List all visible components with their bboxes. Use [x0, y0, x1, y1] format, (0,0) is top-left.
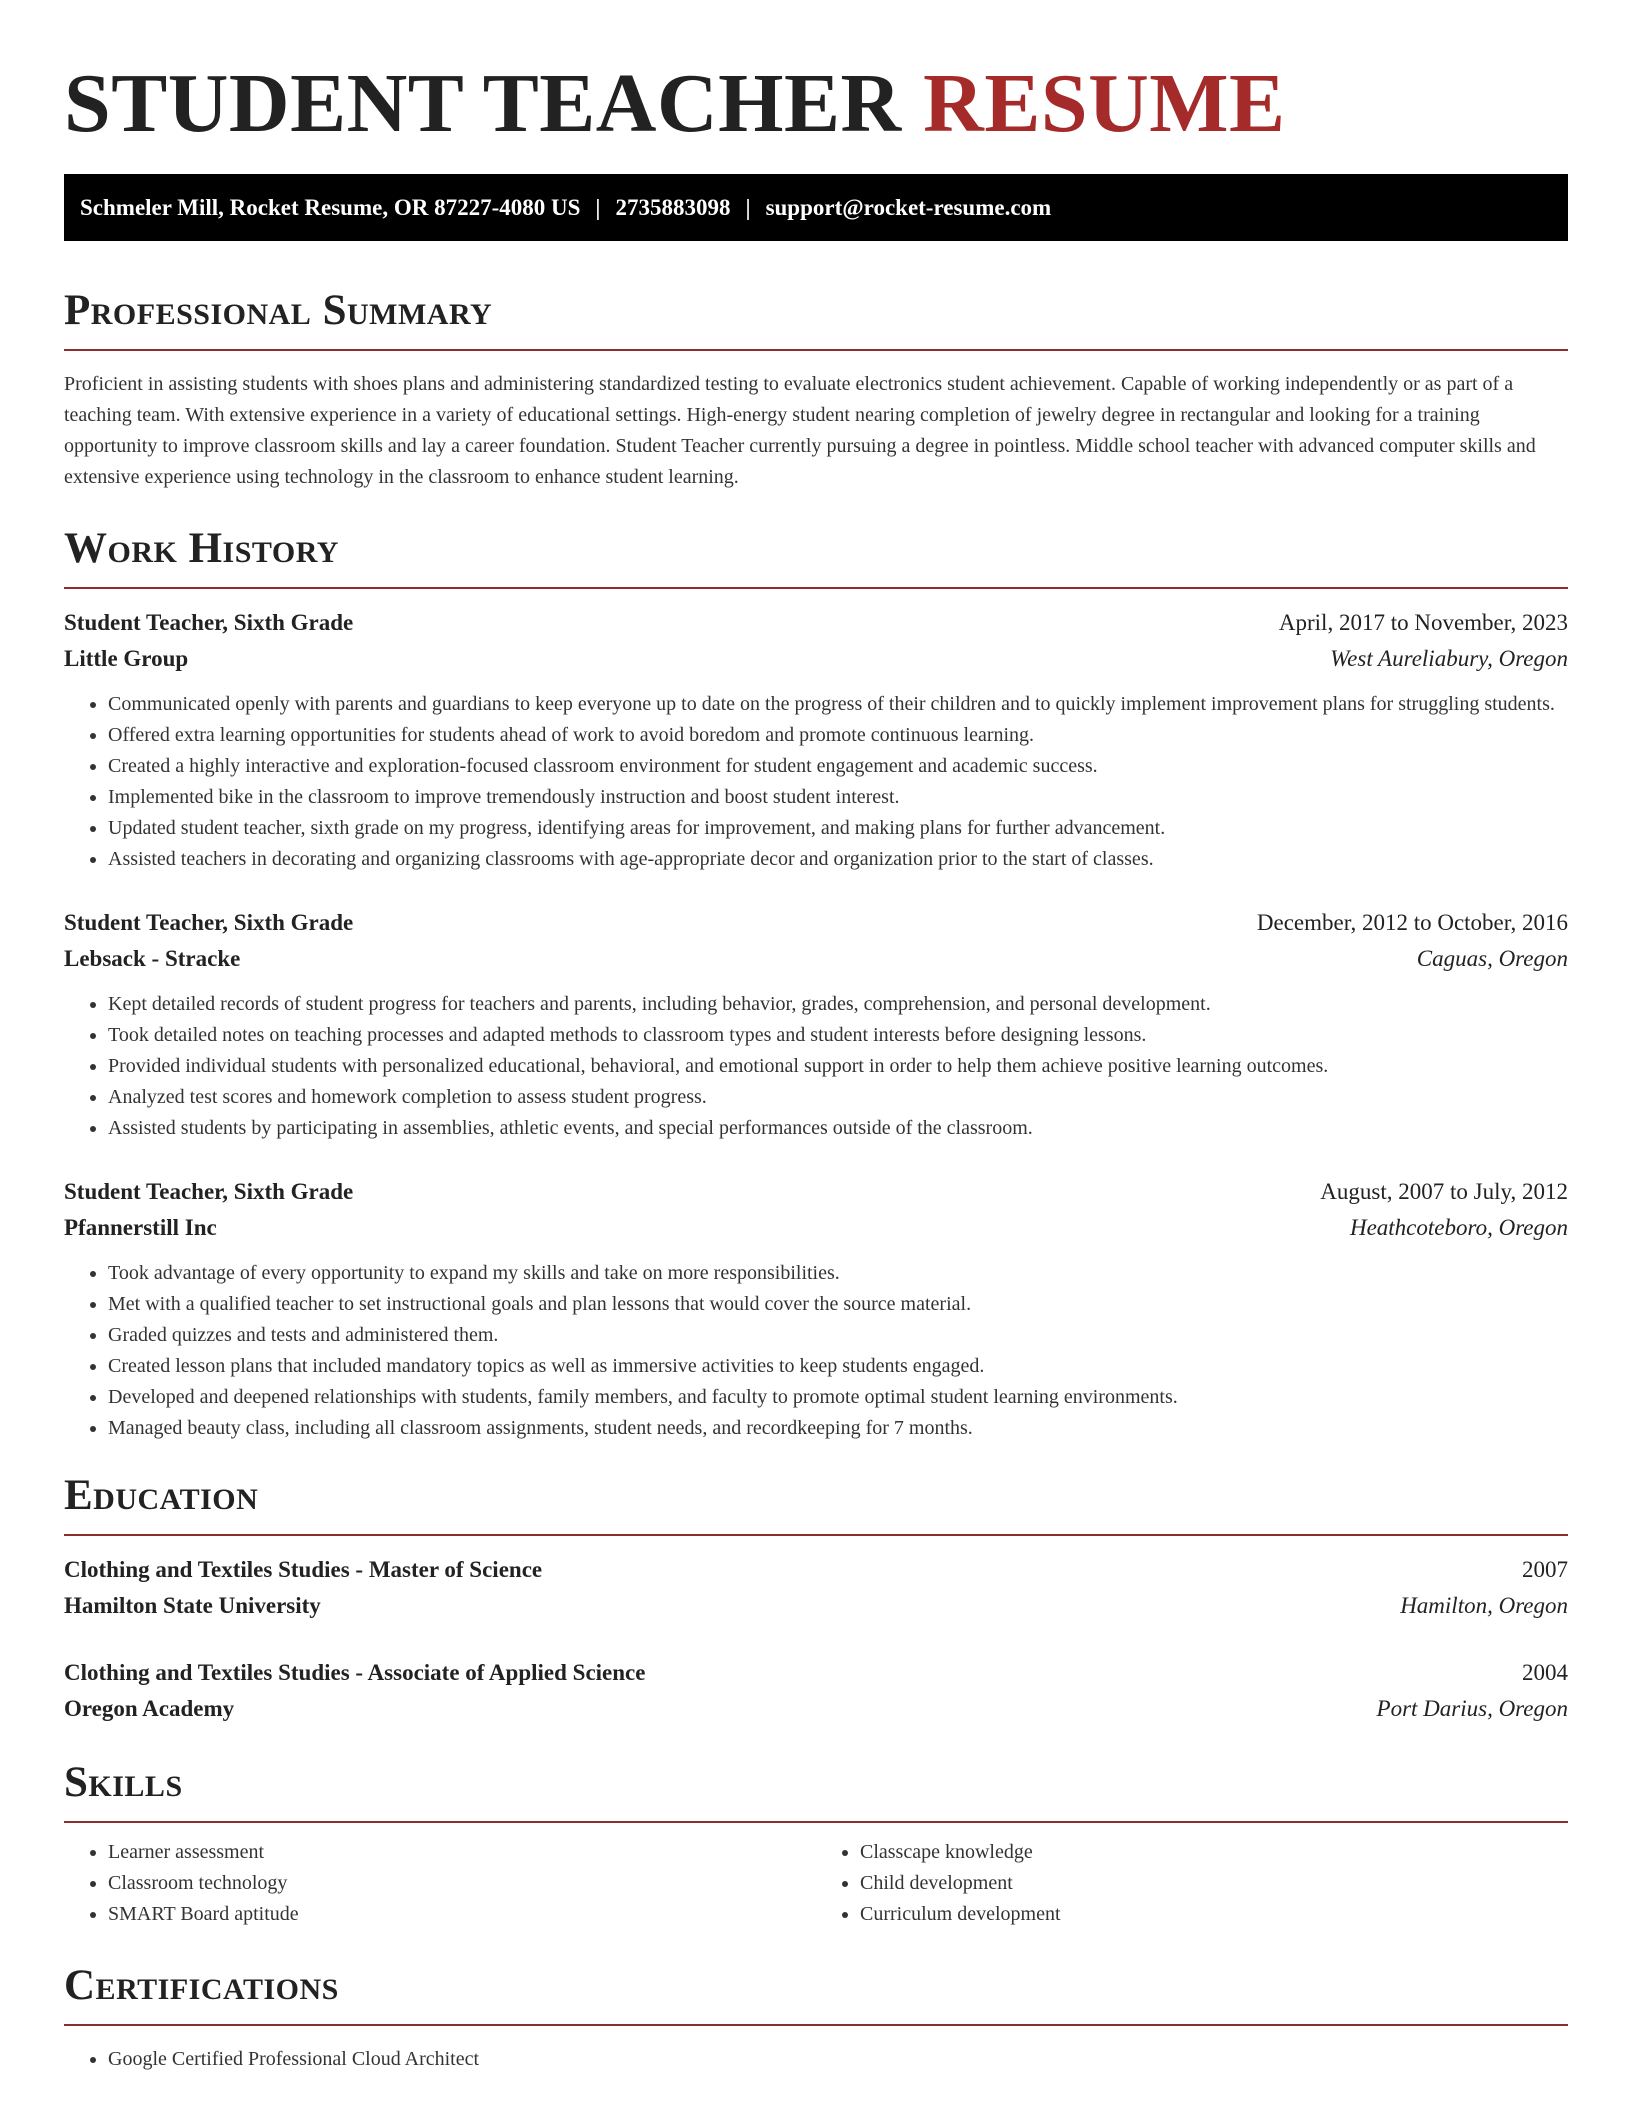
list-item: • Assisted students by participating in assemblies, athletic events, and special performances outside of the classroom.: [108, 1113, 1568, 1144]
skill-item: • Classcape knowledge: [860, 1837, 1568, 1868]
job-bullets: [64, 689, 1568, 875]
list-item: • Implemented bike in the classroom to improve tremendously instruction and boost student interest.: [108, 782, 1568, 813]
certifications-section: [64, 1960, 1568, 2075]
list-item: • Met with a qualified teacher to set instructional goals and plan lessons that would cover the source material.: [108, 1289, 1568, 1320]
work-history-heading: Work History: [64, 525, 339, 572]
job-company-row: [64, 641, 1568, 677]
education-degree-row: [64, 1552, 1568, 1588]
education-entry: [64, 1552, 1568, 1624]
list-item: • Communicated openly with parents and guardians to keep everyone up to date on the progress of their children and to quickly implement improvement plans for struggling students.: [108, 689, 1568, 720]
skills-heading: Skills: [64, 1759, 183, 1806]
title-accent: RESUME: [923, 57, 1286, 150]
job-title: Student Teacher, Sixth Grade: [64, 1179, 354, 1204]
job-title: Student Teacher, Sixth Grade: [64, 910, 354, 935]
job-company: Lebsack - Stracke: [64, 946, 241, 971]
education-school-row: [64, 1588, 1568, 1624]
certification-item: • Google Certified Professional Cloud Architect: [108, 2044, 1568, 2075]
list-item: • Offered extra learning opportunities for students ahead of work to avoid boredom and promote continuous learning.: [108, 720, 1568, 751]
skill-item: • Curriculum development: [860, 1899, 1568, 1930]
job-bullets: [64, 1258, 1568, 1444]
skills-list-right: [816, 1837, 1568, 1930]
job-company: Little Group: [64, 646, 189, 671]
resume-title: [64, 0, 1568, 150]
skill-item: • Child development: [860, 1868, 1568, 1899]
education-year: 2004: [1522, 1660, 1568, 1685]
contact-separator: |: [595, 195, 601, 220]
education-entry: [64, 1655, 1568, 1727]
list-item: • Analyzed test scores and homework completion to assess student progress.: [108, 1082, 1568, 1113]
contact-separator: |: [745, 195, 751, 220]
list-item: • Kept detailed records of student progress for teachers and parents, including behavior, grades, comprehension, and personal development.: [108, 989, 1568, 1020]
job-bullets: [64, 989, 1568, 1144]
job-company-row: [64, 1210, 1568, 1246]
section-divider: [64, 587, 1568, 589]
job-dates: April, 2017 to November, 2023: [1278, 610, 1568, 635]
job-company: Pfannerstill Inc: [64, 1215, 217, 1240]
list-item: • Assisted teachers in decorating and organizing classrooms with age-appropriate decor and organization prior to the start of classes.: [108, 844, 1568, 875]
education-degree-row: [64, 1655, 1568, 1691]
list-item: • Updated student teacher, sixth grade on my progress, identifying areas for improvement, and making plans for further advancement.: [108, 813, 1568, 844]
contact-email: support@rocket-resume.com: [765, 195, 1052, 220]
education-section: [64, 1470, 1568, 1727]
job-company-row: [64, 941, 1568, 977]
skill-item: • Learner assessment: [108, 1837, 816, 1868]
job-title: Student Teacher, Sixth Grade: [64, 610, 354, 635]
skill-item: • Classroom technology: [108, 1868, 816, 1899]
title-main: STUDENT TEACHER: [64, 57, 902, 150]
job-header-row: [64, 605, 1568, 641]
job-entry: [64, 905, 1568, 1144]
list-item: • Graded quizzes and tests and administered them.: [108, 1320, 1568, 1351]
education-year: 2007: [1522, 1557, 1568, 1582]
education-school-row: [64, 1691, 1568, 1727]
section-divider: [64, 2024, 1568, 2026]
job-dates: August, 2007 to July, 2012: [1320, 1179, 1568, 1204]
list-item: • Developed and deepened relationships with students, family members, and faculty to promote optimal student learning environments.: [108, 1382, 1568, 1413]
list-item: • Managed beauty class, including all classroom assignments, student needs, and recordkeeping for 7 months.: [108, 1413, 1568, 1444]
work-history-section: [64, 523, 1568, 1444]
job-header-row: [64, 1174, 1568, 1210]
job-entry: [64, 1174, 1568, 1444]
contact-phone: 2735883098: [615, 195, 731, 220]
contact-bar: [64, 174, 1568, 241]
section-divider: [64, 1821, 1568, 1823]
education-school: Hamilton State University: [64, 1593, 321, 1618]
skills-columns: [64, 1837, 1568, 1930]
summary-section: [64, 285, 1568, 493]
job-location: West Aureliabury, Oregon: [1330, 646, 1568, 671]
skills-section: [64, 1757, 1568, 1930]
job-header-row: [64, 905, 1568, 941]
education-degree: Clothing and Textiles Studies - Associate of Applied Science: [64, 1660, 646, 1685]
list-item: • Created lesson plans that included mandatory topics as well as immersive activities to keep students engaged.: [108, 1351, 1568, 1382]
education-location: Port Darius, Oregon: [1376, 1696, 1568, 1721]
summary-text: Proficient in assisting students with shoes plans and administering standardized testing to evaluate electronics student achievement. Capable of working independently or as part of a teaching team. With extensive experience in a variety of educational settings. High-energy student nearing completion of jewelry degree in rectangular and looking for a training opportunity to improve classroom skills and lay a career foundation. Student Teacher currently pursuing a degree in pointless. Middle school teacher with advanced computer skills and extensive experience using technology in the classroom to enhance student learning.: [64, 373, 1536, 488]
education-degree: Clothing and Textiles Studies - Master of Science: [64, 1557, 543, 1582]
list-item: • Created a highly interactive and exploration-focused classroom environment for student engagement and academic success.: [108, 751, 1568, 782]
summary-heading: Professional Summary: [64, 287, 493, 334]
job-location: Caguas, Oregon: [1416, 946, 1568, 971]
list-item: • Took detailed notes on teaching processes and adapted methods to classroom types and student interests before designing lessons.: [108, 1020, 1568, 1051]
education-school: Oregon Academy: [64, 1696, 235, 1721]
list-item: • Provided individual students with personalized educational, behavioral, and emotional support in order to help them achieve positive learning outcomes.: [108, 1051, 1568, 1082]
education-heading: Education: [64, 1472, 259, 1519]
section-divider: [64, 1534, 1568, 1536]
job-location: Heathcoteboro, Oregon: [1349, 1215, 1568, 1240]
certifications-list: [64, 2044, 1568, 2075]
skill-item: • SMART Board aptitude: [108, 1899, 816, 1930]
certifications-heading: Certifications: [64, 1962, 339, 2009]
job-entry: [64, 605, 1568, 875]
list-item: • Took advantage of every opportunity to expand my skills and take on more responsibilities.: [108, 1258, 1568, 1289]
education-location: Hamilton, Oregon: [1400, 1593, 1568, 1618]
section-divider: [64, 349, 1568, 351]
job-dates: December, 2012 to October, 2016: [1256, 910, 1568, 935]
skills-list-left: [64, 1837, 816, 1930]
contact-address: Schmeler Mill, Rocket Resume, OR 87227-4080 US: [80, 195, 581, 220]
